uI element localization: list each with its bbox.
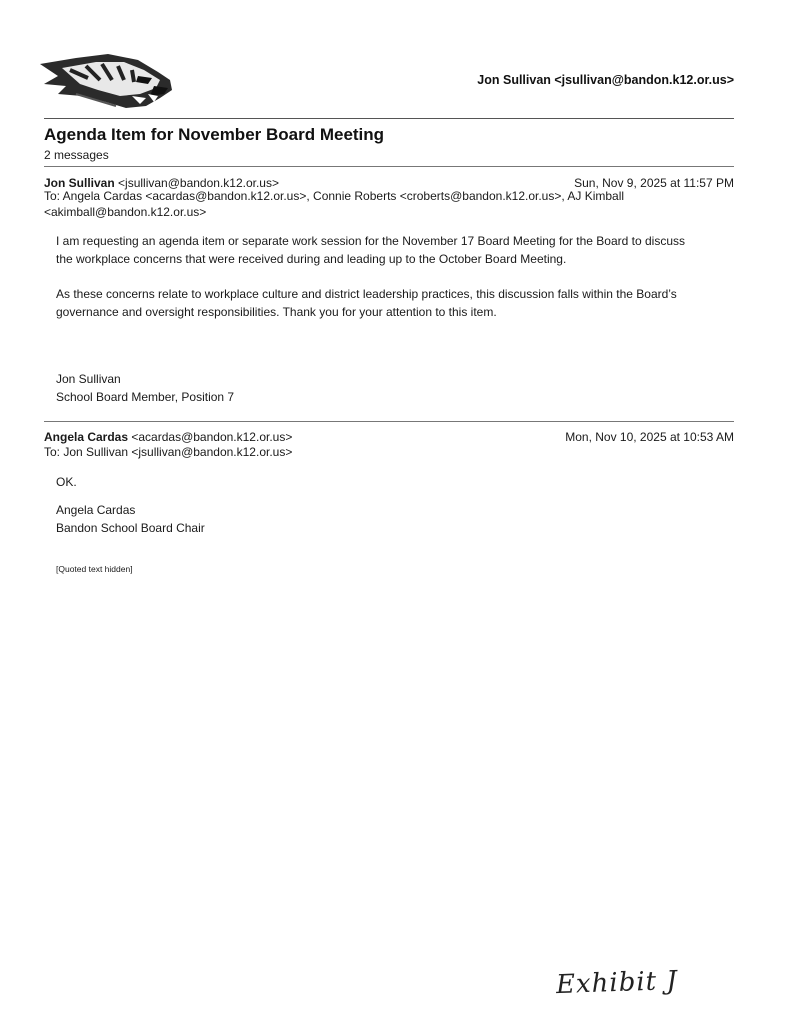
signature-name: Jon Sullivan	[56, 372, 121, 386]
account-identity: Jon Sullivan <jsullivan@bandon.k12.or.us>	[477, 73, 734, 87]
subject-divider	[44, 166, 734, 167]
message-body-paragraph	[56, 285, 726, 321]
body-line: I am requesting an agenda item or separate work session for the November 17 Board Meeting for the Board to discuss	[56, 234, 686, 248]
body-line: the workplace concerns that were received during and leading up to the October Board Meeting.	[56, 252, 567, 266]
signature-title: School Board Member, Position 7	[56, 390, 235, 404]
sender-name: Jon Sullivan	[44, 176, 115, 190]
sender-email: <acardas@bandon.k12.or.us>	[131, 430, 293, 444]
thread-subject: Agenda Item for November Board Meeting	[44, 125, 385, 144]
recipients-line: <akimball@bandon.k12.or.us>	[44, 205, 207, 219]
header-divider	[44, 118, 734, 119]
recipients	[44, 188, 684, 220]
message-date: Mon, Nov 10, 2025 at 10:53 AM	[565, 430, 734, 444]
tiger-head-logo-icon	[36, 50, 176, 112]
body-line: As these concerns relate to workplace culture and district leadership practices, this discussion falls within the Board’s	[56, 287, 677, 301]
signature-name: Angela Cardas	[56, 503, 136, 517]
message-date: Sun, Nov 9, 2025 at 11:57 PM	[574, 176, 734, 190]
body-line: governance and oversight responsibilities. Thank you for your attention to this item.	[56, 305, 497, 319]
message-body-paragraph	[56, 232, 726, 268]
signature-title: Bandon School Board Chair	[56, 521, 205, 535]
message-divider	[44, 421, 734, 422]
message-header	[44, 430, 734, 444]
recipients-line: To: Jon Sullivan <jsullivan@bandon.k12.or.us>	[44, 445, 293, 459]
message-body-reply: OK.	[56, 475, 77, 489]
message-count: 2 messages	[44, 148, 109, 162]
quoted-text-toggle[interactable]: [Quoted text hidden]	[56, 564, 133, 574]
recipients	[44, 444, 684, 460]
signature	[56, 501, 205, 537]
recipients-line: To: Angela Cardas <acardas@bandon.k12.or.us>, Connie Roberts <croberts@bandon.k12.or.us>, AJ Kimball	[44, 189, 625, 203]
signature	[56, 370, 234, 406]
sender-name: Angela Cardas	[44, 430, 129, 444]
sender-email: <jsullivan@bandon.k12.or.us>	[118, 176, 279, 190]
exhibit-label: Exhibit J	[555, 965, 679, 1001]
